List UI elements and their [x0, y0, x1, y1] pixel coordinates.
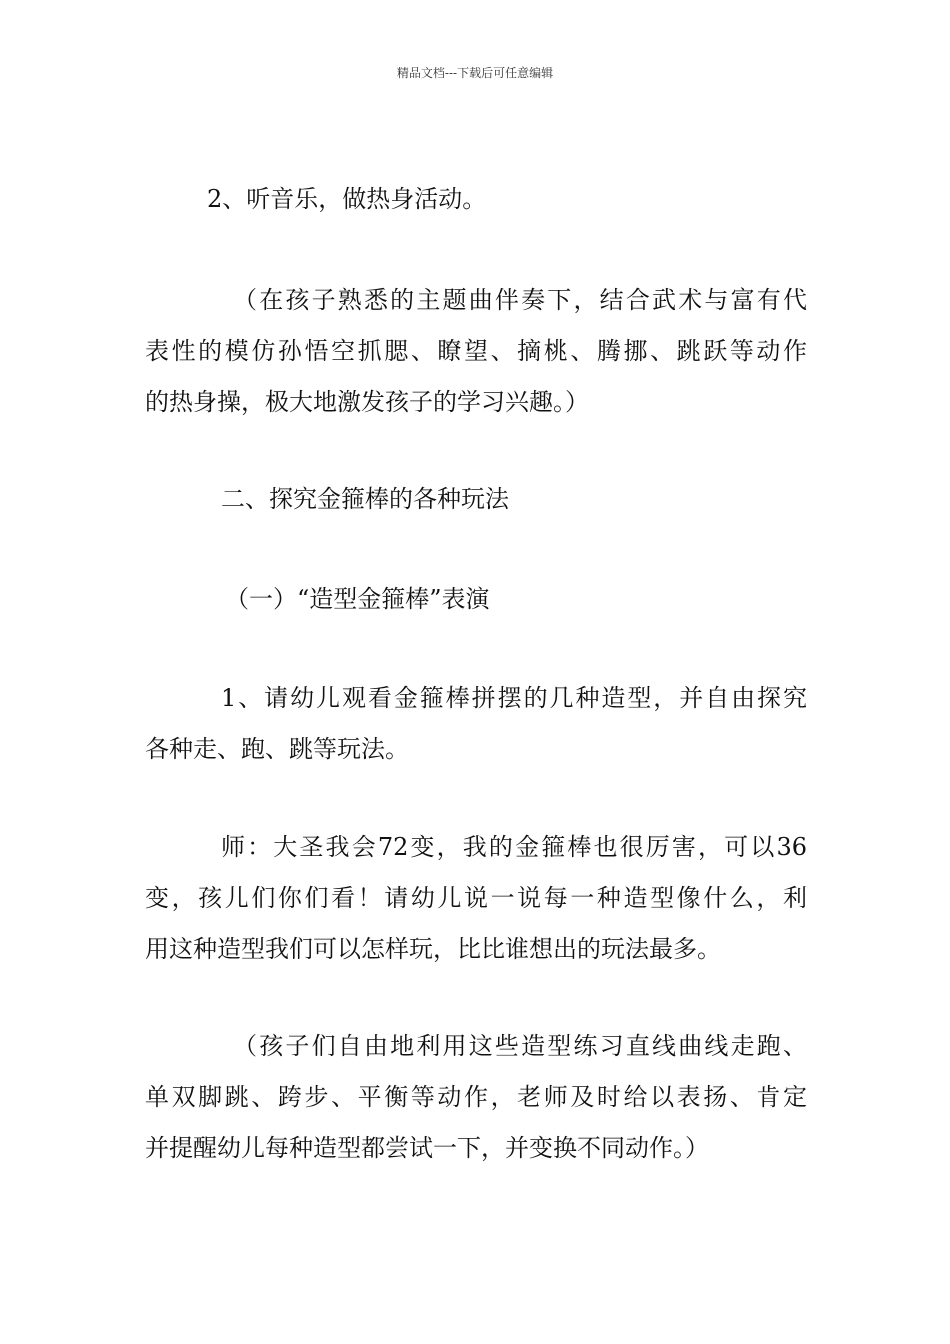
text-line: 2、听音乐，做热身活动。 — [207, 185, 487, 213]
page-header: 精品文档---下载后可任意编辑 — [396, 66, 554, 80]
text-line: 用这种造型我们可以怎样玩，比比谁想出的玩法最多。 — [145, 935, 721, 963]
text-line: 二、探究金箍棒的各种玩法 — [221, 485, 509, 513]
text-line: （在孩子熟悉的主题曲伴奏下，结合武术与富有代 — [233, 286, 807, 314]
section-heading — [145, 474, 807, 525]
text-line: （孩子们自由地利用这些造型练习直线曲线走跑、 — [233, 1032, 807, 1060]
text-line: 1、请幼儿观看金箍棒拼摆的几种造型，并自由探究 — [221, 684, 807, 712]
text-line: 师：大圣我会72变，我的金箍棒也很厉害，可以36 — [221, 833, 807, 861]
paragraph-teacher-speech — [145, 822, 807, 975]
paragraph-warmup — [145, 174, 807, 225]
text-line: 变，孩儿们你们看！请幼儿说一说每一种造型像什么，利 — [145, 884, 807, 912]
paragraph-practice-note — [145, 1021, 807, 1174]
text-line: 各种走、跑、跳等玩法。 — [145, 735, 409, 763]
text-line: 单双脚跳、跨步、平衡等动作，老师及时给以表扬、肯定 — [145, 1083, 807, 1111]
text-line: 的热身操，极大地激发孩子的学习兴趣。） — [145, 388, 589, 416]
text-line: 并提醒幼儿每种造型都尝试一下，并变换不同动作。） — [145, 1134, 709, 1162]
paragraph-warmup-note — [145, 275, 807, 428]
paragraph-step-one — [145, 673, 807, 775]
subsection-heading — [145, 574, 807, 625]
text-line: 表性的模仿孙悟空抓腮、瞭望、摘桃、腾挪、跳跃等动作 — [145, 337, 807, 365]
text-line: （一）“造型金箍棒”表演 — [225, 585, 490, 613]
